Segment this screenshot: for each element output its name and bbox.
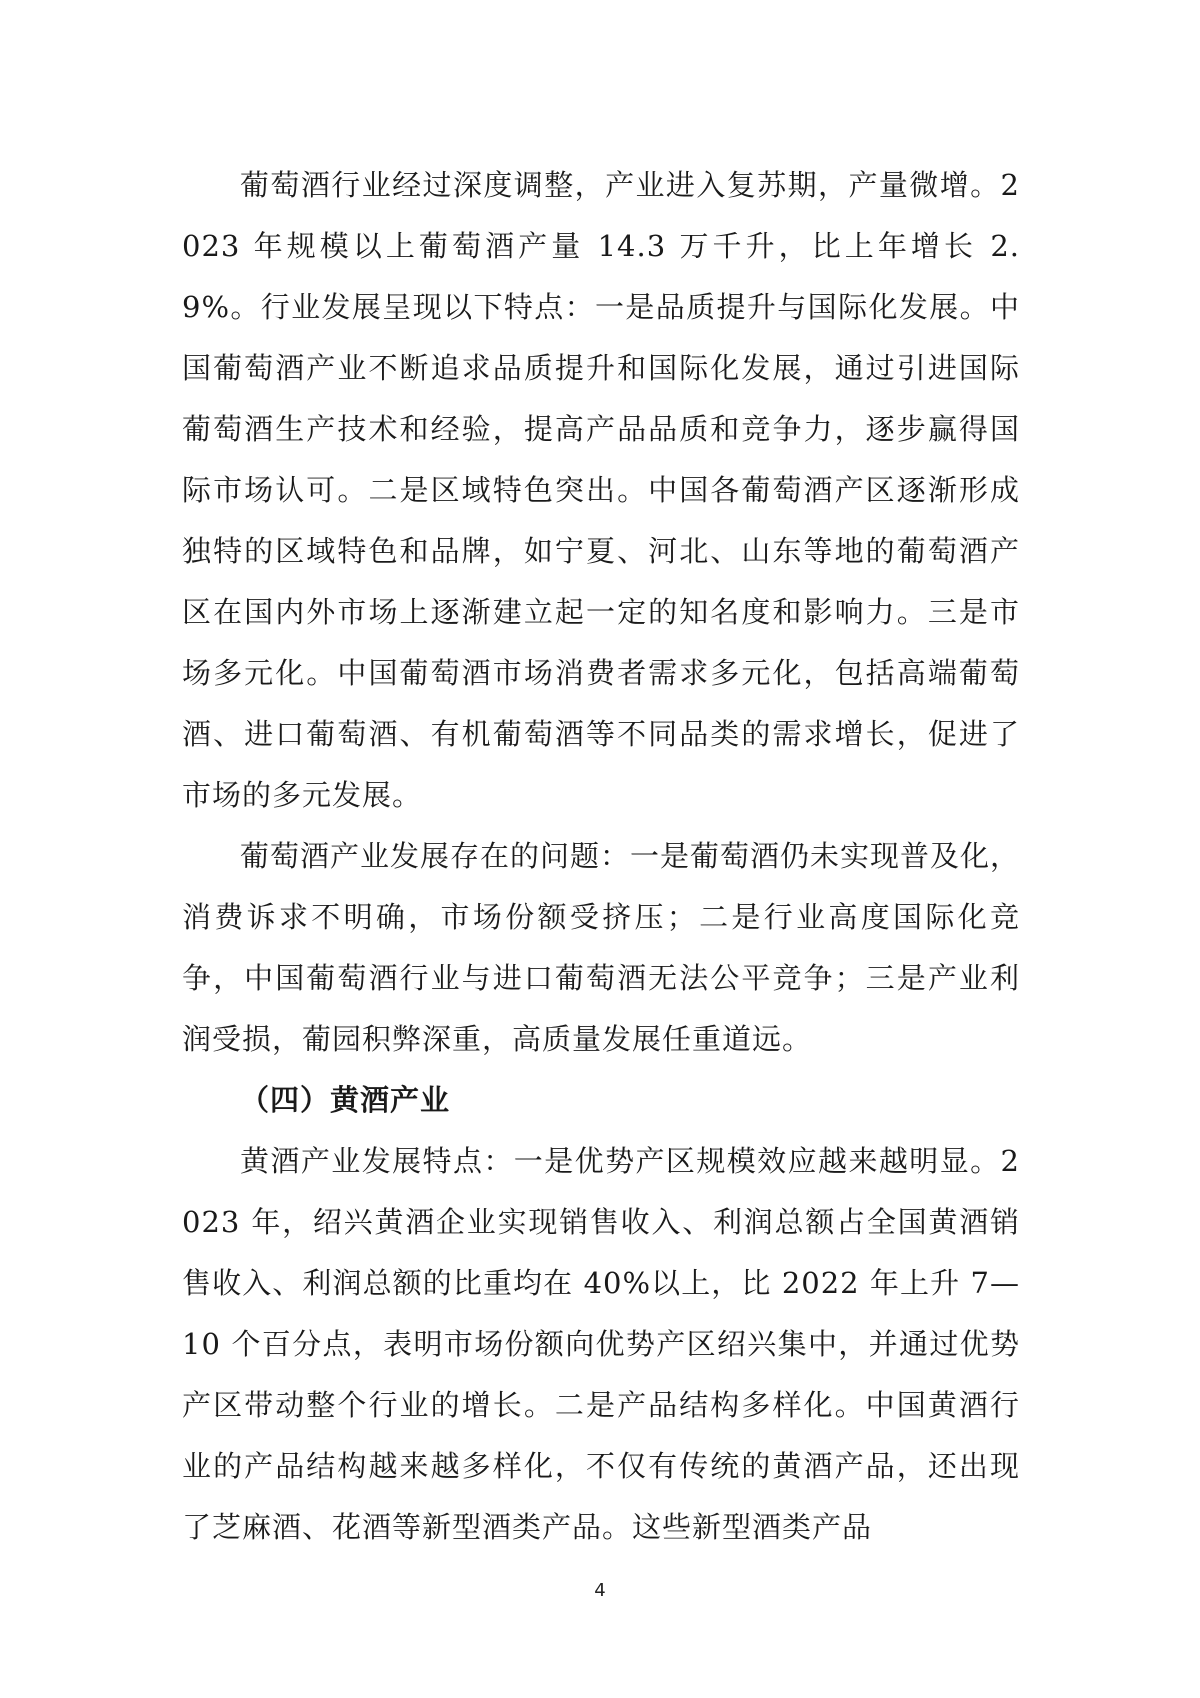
page-number: 4 xyxy=(594,1580,606,1601)
body-text xyxy=(182,155,1020,1558)
paragraph-wine-industry-problems: 葡萄酒产业发展存在的问题：一是葡萄酒仍未实现普及化，消费诉求不明确，市场份额受挤压；二是行业高度国际化竞争，中国葡萄酒行业与进口葡萄酒无法公平竞争；三是产业利润受损，葡园积弊深重，高质量发展任重道远。 xyxy=(182,839,1021,1056)
paragraph-yellow-wine-features: 黄酒产业发展特点：一是优势产区规模效应越来越明显。2023 年，绍兴黄酒企业实现销售收入、利润总额占全国黄酒销售收入、利润总额的比重均在 40%以上，比 2022 年上升 7—10 个百分点，表明市场份额向优势产区绍兴集中，并通过优势产区带动整个行业的增长。二是产品结构多样化。中国黄酒行业的产品结构越来越多样化，不仅有传统的黄酒产品，还出现了芝麻酒、花酒等新型酒类产品。这些新型酒类产品 xyxy=(182,1144,1020,1544)
section-heading-yellow-wine: （四）黄酒产业 xyxy=(240,1083,451,1117)
paragraph-wine-industry-features: 葡萄酒行业经过深度调整，产业进入复苏期，产量微增。2023 年规模以上葡萄酒产量 14.3 万千升，比上年增长 2.9%。行业发展呈现以下特点：一是品质提升与国际化发展。中国葡萄酒产业不断追求品质提升和国际化发展，通过引进国际葡萄酒生产技术和经验，提高产品品质和竞争力，逐步赢得国际市场认可。二是区域特色突出。中国各葡萄酒产区逐渐形成独特的区域特色和品牌，如宁夏、河北、山东等地的葡萄酒产区在国内外市场上逐渐建立起一定的知名度和影响力。三是市场多元化。中国葡萄酒市场消费者需求多元化，包括高端葡萄酒、进口葡萄酒、有机葡萄酒等不同品类的需求增长，促进了市场的多元发展。 xyxy=(182,168,1020,812)
